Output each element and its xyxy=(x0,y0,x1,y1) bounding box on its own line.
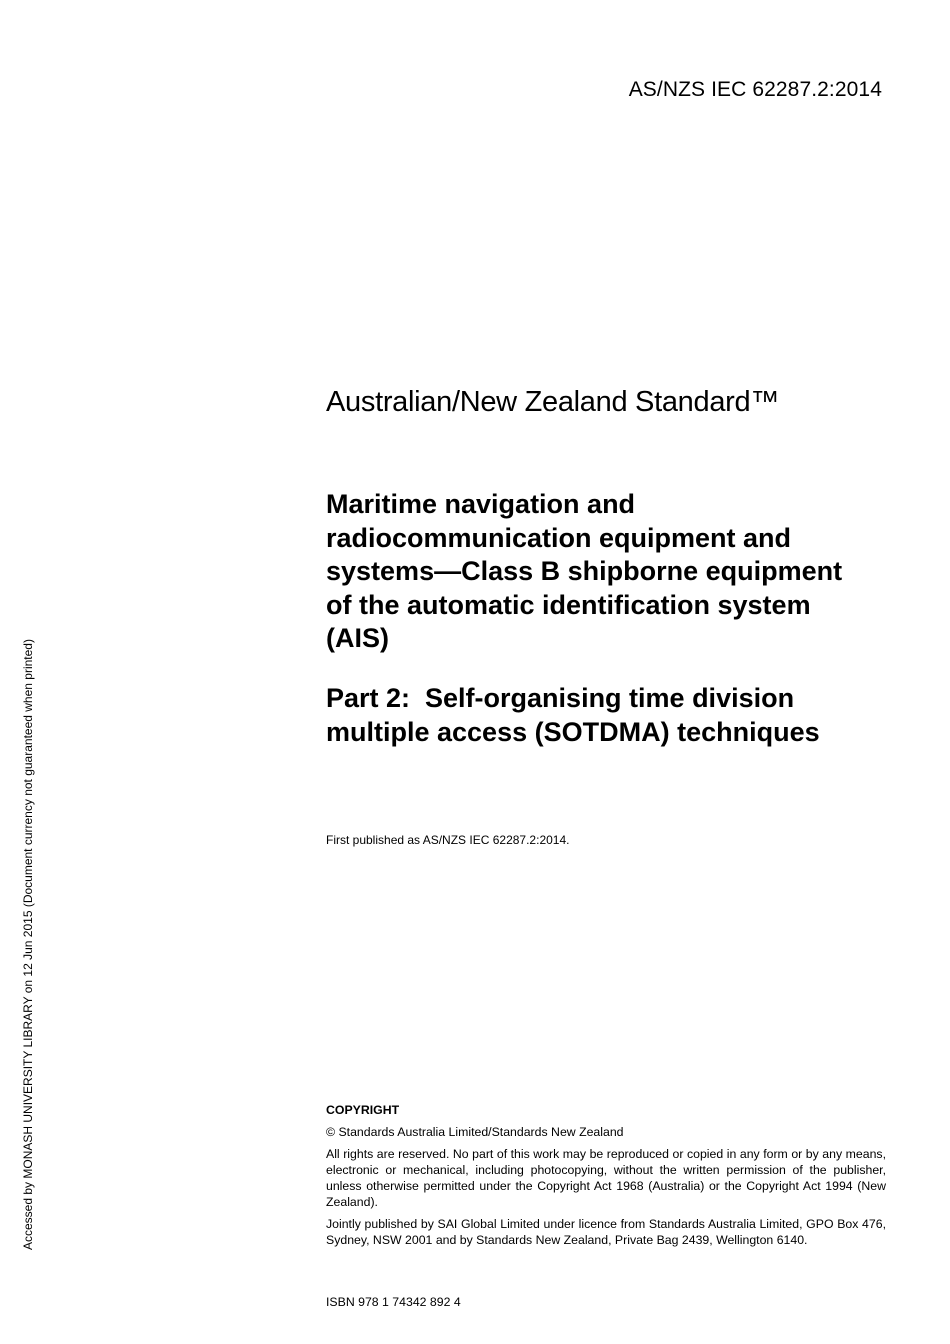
copyright-rights: All rights are reserved. No part of this work may be reproduced or copied in any form or by any means, electronic or mechanical, including photocopying, without the written permission of the publisher, unless otherwise permitted under the Copyright Act 1968 (Australia) or the Copyright Act 1994 (New Zealand). xyxy=(326,1147,886,1209)
access-watermark: Accessed by MONASH UNIVERSITY LIBRARY on 12 Jun 2015 (Document currency not guaranteed when printed) xyxy=(21,639,35,1250)
isbn: ISBN 978 1 74342 892 4 xyxy=(326,1295,461,1309)
document-title xyxy=(326,488,886,656)
part-title-line: multiple access (SOTDMA) techniques xyxy=(326,716,820,747)
title-line: systems—Class B shipborne equipment xyxy=(326,556,843,586)
copyright-heading: COPYRIGHT xyxy=(326,1103,400,1117)
first-published-note: First published as AS/NZS IEC 62287.2:2014. xyxy=(326,833,570,847)
title-line: of the automatic identification system xyxy=(326,589,811,620)
title-line: radiocommunication equipment and xyxy=(326,522,792,553)
copyright-publisher: Jointly published by SAI Global Limited under licence from Standards Australia Limited, GPO Box 476, Sydney, NSW 2001 and by Standards New Zealand, Private Bag 2439, Wellington 6140. xyxy=(326,1217,886,1247)
copyright-block xyxy=(326,1102,886,1254)
standard-name: Australian/New Zealand Standard™ xyxy=(326,386,780,418)
copyright-owner: © Standards Australia Limited/Standards New Zealand xyxy=(326,1125,624,1139)
title-line: Maritime navigation and xyxy=(326,489,636,519)
title-line: (AIS) xyxy=(326,623,389,653)
part-title-line: Part 2: Self-organising time division xyxy=(326,683,795,713)
document-designation: AS/NZS IEC 62287.2:2014 xyxy=(628,78,882,101)
part-title xyxy=(326,682,886,749)
